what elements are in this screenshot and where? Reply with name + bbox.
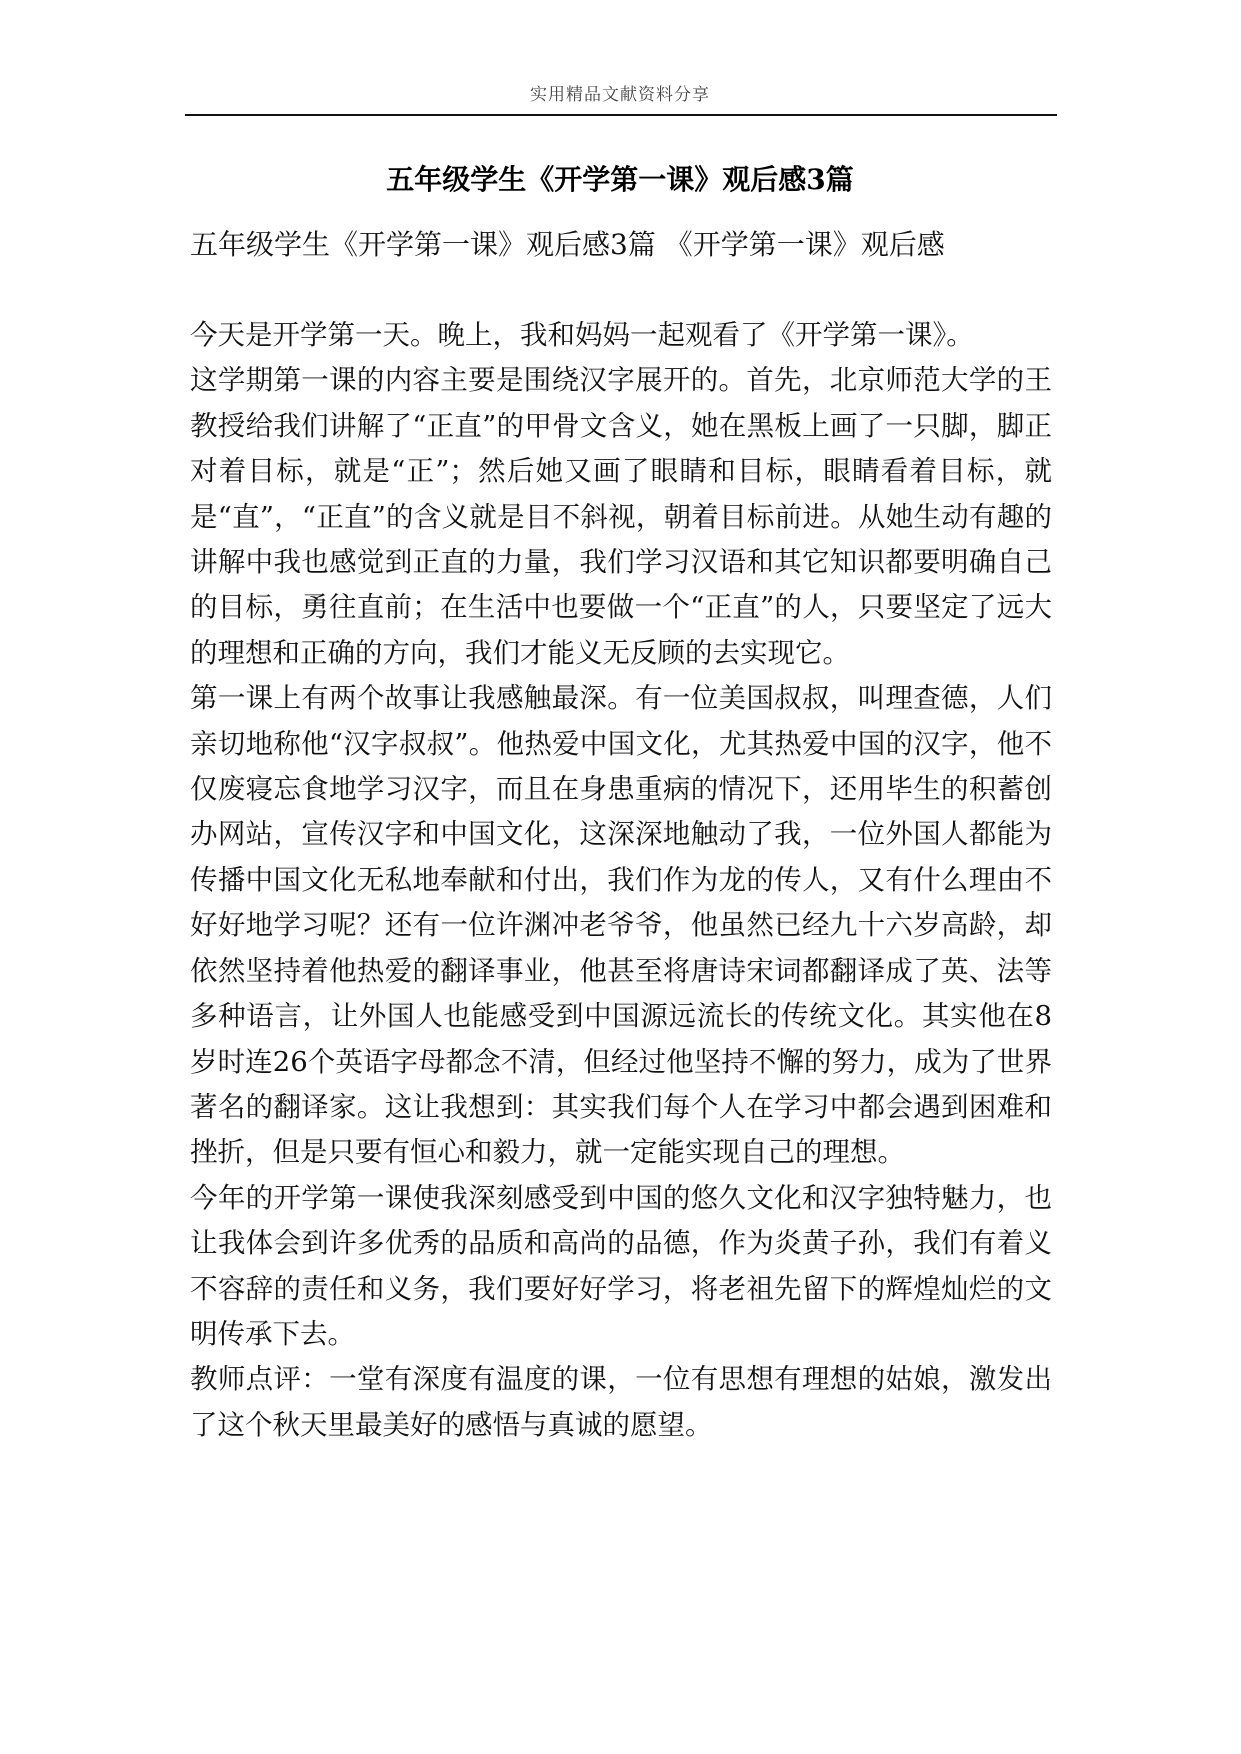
document-title: 五年级学生《开学第一课》观后感3篇	[386, 163, 854, 196]
paragraph: 今年的开学第一课使我深刻感受到中国的悠久文化和汉字独特魅力，也让我体会到许多优秀的品质和高尚的品德，作为炎黄子孙，我们有着义不容辞的责任和义务，我们要好好学习，将老祖先留下的辉煌灿烂的文明传承下去。	[190, 1181, 1052, 1350]
paragraph: 教师点评：一堂有深度有温度的课，一位有思想有理想的姑娘，激发出了这个秋天里最美好的感悟与真诚的愿望。	[190, 1363, 1052, 1441]
page-header: 实用精品文献资料分享	[530, 85, 710, 105]
header-divider	[185, 114, 1057, 116]
paragraph: 第一课上有两个故事让我感触最深。有一位美国叔叔，叫理查德，人们亲切地称他“汉字叔叔”。他热爱中国文化，尤其热爱中国的汉字，他不仅废寝忘食地学习汉字，而且在身患重病的情况下，还用毕生的积蓄创办网站，宣传汉字和中国文化，这深深地触动了我，一位外国人都能为传播中国文化无私地奉献和付出，我们作为龙的传人，又有什么理由不好好地学习呢？还有一位许渊冲老爷爷，他虽然已经九十六岁高龄，却依然坚持着他热爱的翻译事业，他甚至将唐诗宋词都翻译成了英、法等多种语言，让外国人也能感受到中国源远流长的传统文化。其实他在8岁时连26个英语字母都念不清，但经过他坚持不懈的努力，成为了世界著名的翻译家。这让我想到：其实我们每个人在学习中都会遇到困难和挫折，但是只要有恒心和毅力，就一定能实现自己的理想。	[190, 682, 1052, 1169]
document-body	[190, 313, 1052, 1448]
document-subtitle: 五年级学生《开学第一课》观后感3篇 《开学第一课》观后感	[190, 228, 945, 261]
paragraph: 今天是开学第一天。晚上，我和妈妈一起观看了《开学第一课》。	[190, 319, 974, 351]
paragraph: 这学期第一课的内容主要是围绕汉字展开的。首先，北京师范大学的王教授给我们讲解了“正直”的甲骨文含义，她在黑板上画了一只脚，脚正对着目标，就是“正”；然后她又画了眼睛和目标，眼睛看着目标，就是“直”，“正直”的含义就是目不斜视，朝着目标前进。从她生动有趣的讲解中我也感觉到正直的力量，我们学习汉语和其它知识都要明确自己的目标，勇往直前；在生活中也要做一个“正直”的人，只要坚定了远大的理想和正确的方向，我们才能义无反顾的去实现它。	[190, 364, 1052, 669]
